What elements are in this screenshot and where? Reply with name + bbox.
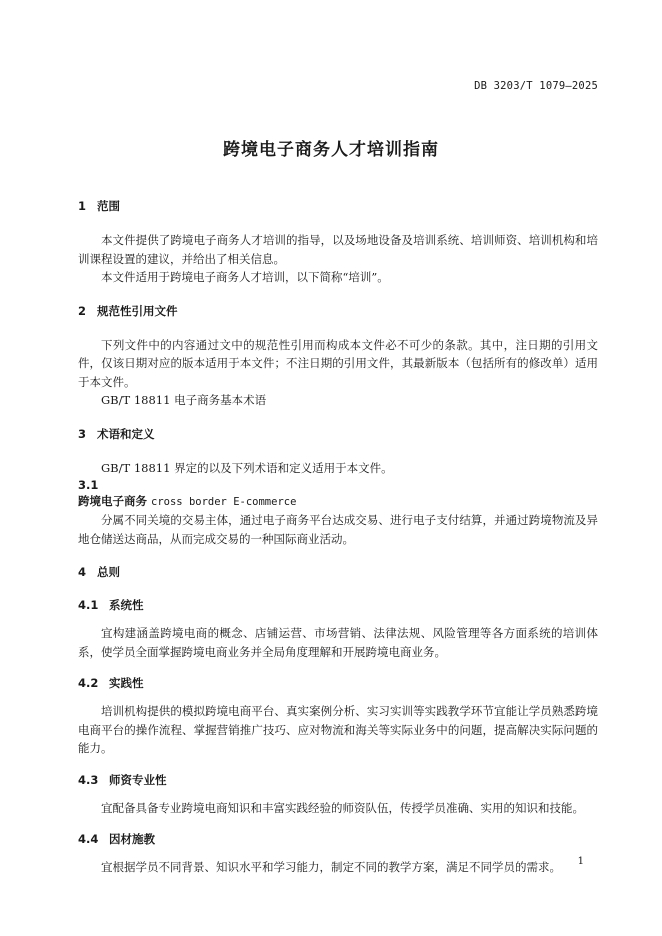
subsection-heading-4-4 <box>78 831 598 847</box>
subsection-heading-4-3 <box>78 772 598 788</box>
paragraph: 宜构建涵盖跨境电商的概念、店铺运营、市场营销、法律法规、风险管理等各方面系统的培训体系，使学员全面掌握跨境电商业务并全局角度理解和开展跨境电商业务。 <box>78 626 598 659</box>
subsection-heading-4-2 <box>78 675 598 691</box>
subsection-number: 4.4 <box>78 832 99 846</box>
term-definition: 分属不同关境的交易主体，通过电子商务平台达成交易、进行电子支付结算，并通过跨境物流及异地仓储送达商品，从而完成交易的一种国际商业活动。 <box>78 513 598 546</box>
term-zh: 跨境电子商务 <box>78 494 147 508</box>
term-heading <box>78 493 598 511</box>
paragraph: 本文件适用于跨境电子商务人才培训，以下简称“培训”。 <box>101 270 389 284</box>
page-number: 1 <box>577 856 584 867</box>
subsection-title: 师资专业性 <box>109 772 167 787</box>
document-title: 跨境电子商务人才培训指南 <box>223 140 439 160</box>
term-en: cross border E-commerce <box>151 496 297 508</box>
subsection-number: 4.1 <box>78 598 99 612</box>
section-title: 规范性引用文件 <box>97 303 178 318</box>
section-heading-3 <box>78 426 598 442</box>
paragraph: 下列文件中的内容通过文中的规范性引用而构成本文件必不可少的条款。其中，注日期的引用文件，仅该日期对应的版本适用于本文件；不注日期的引用文件，其最新版本（包括所有的修改单）适用于本文件。 <box>78 337 598 389</box>
section-number: 4 <box>78 565 87 579</box>
section-heading-1 <box>78 198 598 214</box>
subsection-number: 4.3 <box>78 772 99 787</box>
term-number: 3.1 <box>78 478 99 492</box>
section-heading-2 <box>78 303 598 319</box>
paragraph: 本文件提供了跨境电子商务人才培训的指导，以及场地设备及培训系统、培训师资、培训机构和培训课程设置的建议，并给出了相关信息。 <box>78 233 598 266</box>
paragraph: 培训机构提供的模拟跨境电商平台、真实案例分析、实习实训等实践教学环节宜能让学员熟悉跨境电商平台的操作流程、掌握营销推广技巧、应对物流和海关等实际业务中的问题，提高解决实际问题的能力。 <box>78 704 598 755</box>
section-title: 范围 <box>97 199 120 213</box>
subsection-title: 实践性 <box>109 676 144 690</box>
paragraph: 宜根据学员不同背景、知识水平和学习能力，制定不同的教学方案，满足不同学员的需求。 <box>101 860 561 874</box>
section-title: 术语和定义 <box>97 426 155 441</box>
section-number: 2 <box>78 303 87 318</box>
section-number: 1 <box>78 199 87 213</box>
section-number: 3 <box>78 426 87 441</box>
document-body <box>78 198 598 877</box>
subsection-title: 因材施教 <box>109 832 155 846</box>
subsection-title: 系统性 <box>109 598 144 612</box>
standard-code: DB 3203/T 1079—2025 <box>474 80 598 92</box>
paragraph: 宜配备具备专业跨境电商知识和丰富实践经验的师资队伍，传授学员准确、实用的知识和技能。 <box>101 800 584 815</box>
normative-reference: GB/T 18811 电子商务基本术语 <box>101 393 267 407</box>
section-heading-4 <box>78 564 598 580</box>
section-title: 总则 <box>97 565 120 579</box>
subsection-number: 4.2 <box>78 676 99 690</box>
subsection-heading-4-1 <box>78 597 598 613</box>
paragraph: GB/T 18811 界定的以及下列术语和定义适用于本文件。 <box>101 460 393 475</box>
